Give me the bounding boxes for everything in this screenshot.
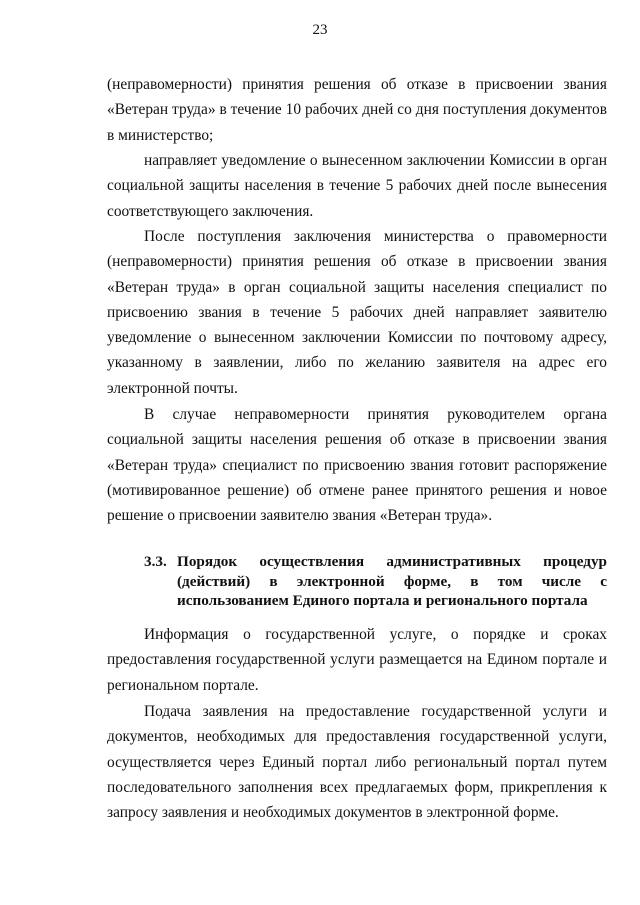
section-number: 3.3.	[144, 553, 167, 570]
paragraph-4: В случае неправомерности принятия руководителем органа социальной защиты населения решения об отказе в присвоении звания «Ветеран труда» специалист по присвоению звания готовит распоряжение (мотивированное решение) об отмене ранее принятого решения и новое решение о присвоении заявителю звания «Ветеран труда».	[107, 406, 607, 525]
paragraph-3: После поступления заключения министерства о правомерности (неправомерности) принятия решения об отказе в присвоении звания «Ветеран труда» в орган социальной защиты населения специалист по присвоению звания в течение 5 рабочих дней направляет заявителю уведомление о вынесенном заключении Комиссии по почтовому адресу, указанному в заявлении, либо по желанию заявителя на адрес его электронной почты.	[107, 228, 607, 397]
paragraph-6: Подача заявления на предоставление государственной услуги и документов, необходимых для предоставления государственной услуги, осуществляется через Единый портал либо региональный портал путем последовательного заполнения всех предлагаемых форм, прикрепления к запросу заявления и необходимых документов в электронной форме.	[107, 703, 607, 822]
page-number: 23	[312, 22, 328, 38]
section-title: Порядок осуществления административных процедур (действий) в электронной форме, в том числе с использованием Единого портала и регионального портала	[177, 553, 607, 609]
paragraph-1: (неправомерности) принятия решения об отказе в присвоении звания «Ветеран труда» в течение 10 рабочих дней со дня поступления документов в министерство;	[107, 76, 607, 144]
section-heading	[144, 552, 607, 611]
paragraph-2: направляет уведомление о вынесенном заключении Комиссии в орган социальной защиты населения в течение 5 рабочих дней после вынесения соответствующего заключения.	[107, 152, 607, 220]
paragraph-5: Информация о государственной услуге, о порядке и сроках предоставления государственной услуги размещается на Едином портале и региональном портале.	[107, 626, 607, 694]
